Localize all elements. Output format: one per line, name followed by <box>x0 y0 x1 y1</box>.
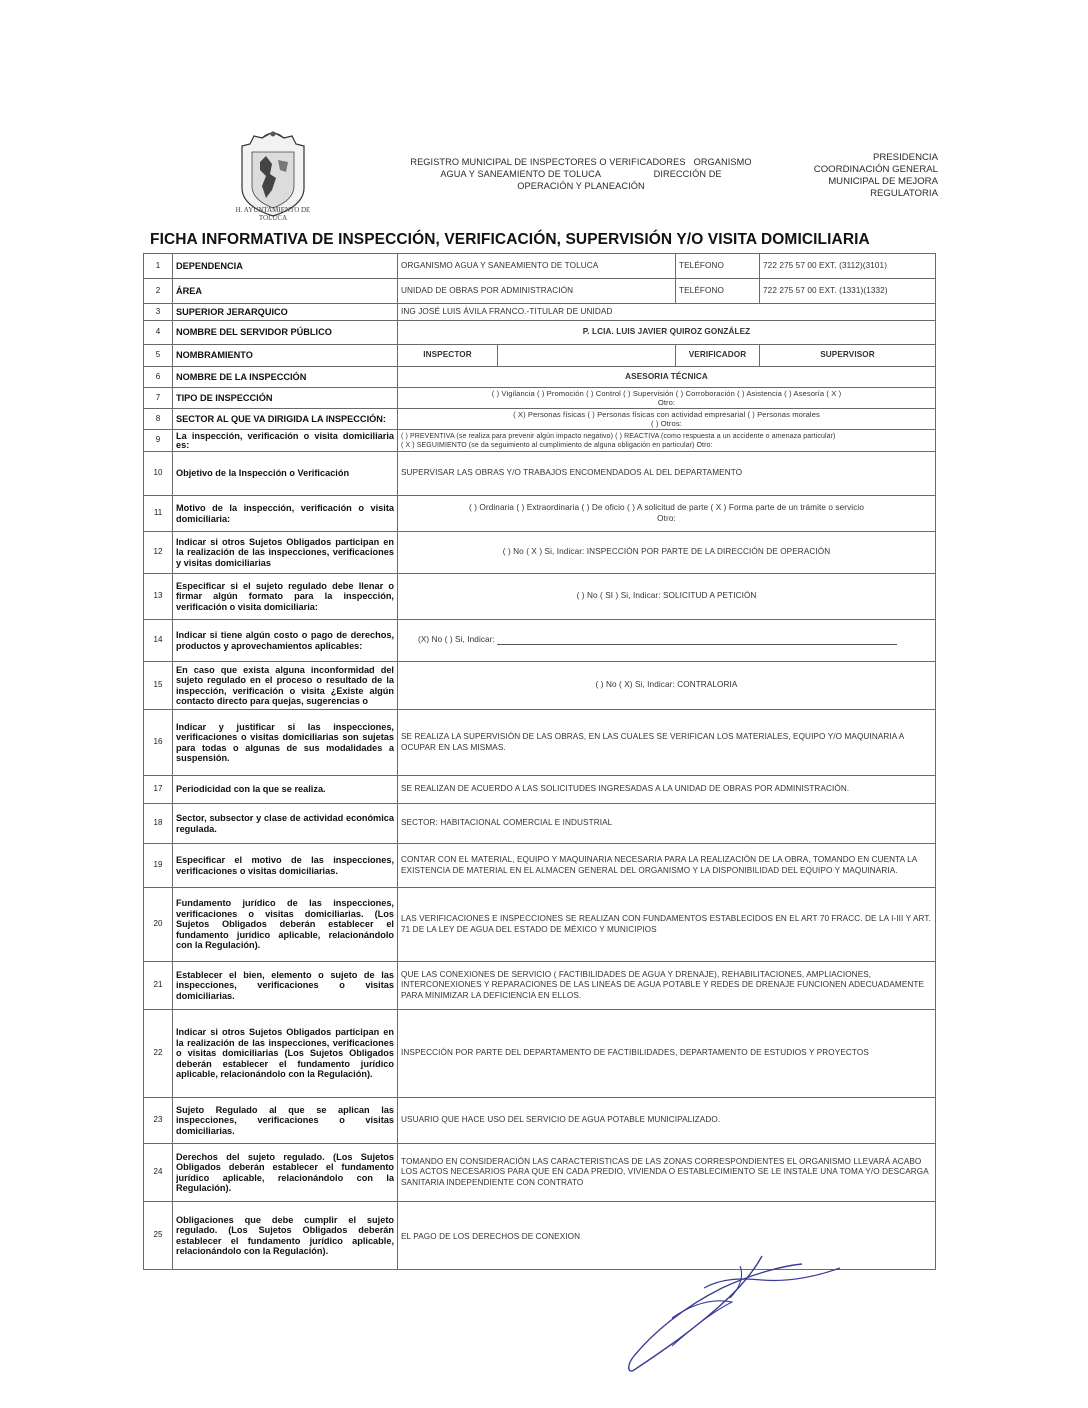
row-value: CONTAR CON EL MATERIAL, EQUIPO Y MAQUINARIA NECESARIA PARA LA REALIZACIÓN DE LA OBRA, TOMANDO EN CUENTA LA EXISTENCIA DE MATERIAL EN EL ALMACEN GENERAL DEL ORGANISMO Y LA DISPONIBILIDAD DEL EQUIPO Y MAQUINARIA. <box>398 844 936 888</box>
row-label: Obligaciones que debe cumplir el sujeto regulado. (Los Sujetos Obligados deberán establecer el fundamento jurídico aplicable, relacionándolo con la Regulación). <box>173 1202 398 1270</box>
table-row <box>144 1098 936 1144</box>
header-center-line: AGUA Y SANEAMIENTO DE TOLUCA DIRECCIÓN DE <box>440 169 722 179</box>
row-label: Especificar el motivo de las inspecciones, verificaciones o visitas domiciliarias. <box>173 844 398 888</box>
row-value: ING JOSÉ LUIS ÁVILA FRANCO.-TITULAR DE UNIDAD <box>398 304 936 321</box>
header-center-line: REGISTRO MUNICIPAL DE INSPECTORES O VERIFICADORES ORGANISMO <box>410 157 752 167</box>
verificador-option: VERIFICADOR <box>676 345 760 367</box>
table-row <box>144 804 936 844</box>
sector-other: ( ) Otros: <box>651 419 682 428</box>
inspection-type-options: ( ) Vigilancia ( ) Promoción ( ) Control ( ) Supervisión ( ) Corroboración ( ) Asistencia ( ) Asesoría ( X ) <box>491 389 842 398</box>
row-value: TOMANDO EN CONSIDERACIÓN LAS CARACTERISTICAS DE LAS ZONAS CORRESPONDIENTES EL ORGANISMO LLEVARÁ ACABO LOS ACTOS NECESARIOS PARA QUE EN CADA PREDIO, VIVIENDA O ESTABLECIMIENTO SE LE INSTALE UNA TOMA Y/O DESCARGA SANITARIA INDEPENDIENTE CON CONTRATO <box>398 1144 936 1202</box>
row-label: DEPENDENCIA <box>173 254 398 279</box>
row-label: NOMBRE DEL SERVIDOR PÚBLICO <box>173 321 398 345</box>
row-value: EL PAGO DE LOS DERECHOS DE CONEXION <box>398 1202 936 1270</box>
row-value: USUARIO QUE HACE USO DEL SERVICIO DE AGUA POTABLE MUNICIPALIZADO. <box>398 1098 936 1144</box>
row-number: 2 <box>144 279 173 304</box>
follow-up-option: ( X ) SEGUIMIENTO (se da seguimiento al cumplimiento de alguna obligación en particular) Otro: <box>401 441 713 449</box>
row-label: Especificar si el sujeto regulado debe llenar o firmar algún formato para la inspección, verificación o visita domiciliaria: <box>173 574 398 620</box>
table-row <box>144 532 936 574</box>
header-right-line: PRESIDENCIA <box>872 152 938 163</box>
table-row <box>144 844 936 888</box>
row-value <box>398 388 936 409</box>
row-value <box>398 620 936 662</box>
table-row <box>144 620 936 662</box>
header-right-line: COORDINACIÓN GENERAL <box>813 164 938 175</box>
handwritten-signature <box>612 1248 852 1378</box>
document-title: FICHA INFORMATIVA DE INSPECCIÓN, VERIFICACIÓN, SUPERVISIÓN Y/O VISITA DOMICILIARIA <box>150 231 870 248</box>
row-number: 10 <box>144 452 173 496</box>
row-value: QUE LAS CONEXIONES DE SERVICIO ( FACTIBILIDADES DE AGUA Y DRENAJE), REHABILITACIONES, AMPLIACIONES, INTERCONEXIONES Y REPARACIONES DE LAS LINEAS DE AGUA POTABLE Y REDES DE DRENAJE FUNCIONEN ADECUADAMENTE PARA MINIMIZAR LA DEFICIENCIA EN ELLOS. <box>398 962 936 1010</box>
row-label: SECTOR AL QUE VA DIRIGIDA LA INSPECCIÓN: <box>173 409 398 430</box>
row-number: 23 <box>144 1098 173 1144</box>
table-row <box>144 321 936 345</box>
motive-options: ( ) Ordinaria ( ) Extraordinaria ( ) De oficio ( ) A solicitud de parte ( X ) Forma parte de un trámite o servicio <box>469 503 864 513</box>
table-row <box>144 409 936 430</box>
phone-value: 722 275 57 00 EXT. (3112)(3101) <box>760 254 936 279</box>
header-right-line: MUNICIPAL DE MEJORA <box>828 176 938 187</box>
row-label: Indicar y justificar si las inspecciones, verificaciones o visitas domiciliarias son sujetas para todas o algunas de sus modalidades a suspensión. <box>173 710 398 776</box>
header-right-line: REGULATORIA <box>870 188 938 199</box>
row-number: 13 <box>144 574 173 620</box>
row-number: 8 <box>144 409 173 430</box>
row-value: ( ) No ( X ) Si, Indicar: INSPECCIÓN POR PARTE DE LA DIRECCIÓN DE OPERACIÓN <box>398 532 936 574</box>
inspector-option: INSPECTOR <box>398 345 498 367</box>
row-number: 1 <box>144 254 173 279</box>
row-number: 25 <box>144 1202 173 1270</box>
row-label: TIPO DE INSPECCIÓN <box>173 388 398 409</box>
table-row <box>144 430 936 452</box>
row-number: 20 <box>144 888 173 962</box>
row-label: Sector, subsector y clase de actividad económica regulada. <box>173 804 398 844</box>
row-label: Motivo de la inspección, verificación o visita domiciliaria: <box>173 496 398 532</box>
row-number: 24 <box>144 1144 173 1202</box>
row-label: SUPERIOR JERARQUICO <box>173 304 398 321</box>
table-row <box>144 962 936 1010</box>
cost-options: (X) No ( ) Si, Indicar: <box>418 635 495 645</box>
cost-blank-line <box>497 636 897 645</box>
row-number: 9 <box>144 430 173 452</box>
table-row <box>144 496 936 532</box>
table-row <box>144 574 936 620</box>
row-label: NOMBRAMIENTO <box>173 345 398 367</box>
header-presidency-text <box>790 152 938 200</box>
row-label: Fundamento jurídico de las inspecciones, verificaciones o visitas domiciliarias. (Los Sujetos Obligados deberán establecer el fundamento jurídico aplicable, relacionándolo con la Regulación). <box>173 888 398 962</box>
row-number: 5 <box>144 345 173 367</box>
row-label: Periodicidad con la que se realiza. <box>173 776 398 804</box>
header-registry-text <box>398 156 764 192</box>
row-number: 6 <box>144 367 173 388</box>
row-label: Establecer el bien, elemento o sujeto de las inspecciones, verificaciones o visitas domiciliarias. <box>173 962 398 1010</box>
row-label: Indicar si otros Sujetos Obligados participan en la realización de las inspecciones, verificaciones o visitas domiciliarias (Los Sujetos Obligados deberán establecer el fundamento jurídico aplicable, relacionándolo con la Regulación). <box>173 1010 398 1098</box>
row-value: SUPERVISAR LAS OBRAS Y/O TRABAJOS ENCOMENDADOS AL DEL DEPARTAMENTO <box>398 452 936 496</box>
row-label: Indicar si tiene algún costo o pago de derechos, productos y aprovechamientos aplicables: <box>173 620 398 662</box>
row-value <box>398 409 936 430</box>
row-label: Derechos del sujeto regulado. (Los Sujetos Obligados deberán establecer el fundamento jurídico aplicable, relacionándolo con la Regulación). <box>173 1144 398 1202</box>
table-row <box>144 304 936 321</box>
row-label: En caso que exista alguna inconformidad del sujeto regulado en el proceso o resultado de la inspección, verificación o visita ¿Existe algún contacto directo para quejas, sugerencias o <box>173 662 398 710</box>
row-value: SE REALIZA LA SUPERVISIÓN DE LAS OBRAS, EN LAS CUALES SE VERIFICAN LOS MATERIALES, EQUIPO Y/O MAQUINARIA A OCUPAR EN LAS MISMAS. <box>398 710 936 776</box>
logo-caption: H. AYUNTAMIENTO DE TOLUCA <box>235 206 311 222</box>
table-row <box>144 279 936 304</box>
row-label: Sujeto Regulado al que se aplican las inspecciones, verificaciones o visitas domiciliarias. <box>173 1098 398 1144</box>
header-center-line: OPERACIÓN Y PLANEACIÓN <box>517 181 645 191</box>
table-row <box>144 1144 936 1202</box>
row-value: INSPECCIÓN POR PARTE DEL DEPARTAMENTO DE FACTIBILIDADES, DEPARTAMENTO DE ESTUDIOS Y PROYECTOS <box>398 1010 936 1098</box>
row-value: ( ) No ( X) Si, Indicar: CONTRALORIA <box>398 662 936 710</box>
inspection-form-table <box>143 253 936 1270</box>
row-number: 3 <box>144 304 173 321</box>
row-number: 14 <box>144 620 173 662</box>
row-value: ASESORIA TÉCNICA <box>398 367 936 388</box>
row-number: 21 <box>144 962 173 1010</box>
table-row <box>144 776 936 804</box>
row-number: 15 <box>144 662 173 710</box>
table-row <box>144 345 936 367</box>
phone-value: 722 275 57 00 EXT. (1331)(1332) <box>760 279 936 304</box>
table-row <box>144 388 936 409</box>
sector-options: ( X) Personas físicas ( ) Personas físicas con actividad empresarial ( ) Personas morales <box>513 410 820 419</box>
table-row <box>144 254 936 279</box>
table-row <box>144 710 936 776</box>
table-row <box>144 367 936 388</box>
row-number: 4 <box>144 321 173 345</box>
row-value: LAS VERIFICACIONES E INSPECCIONES SE REALIZAN CON FUNDAMENTOS ESTABLECIDOS EN EL ART 70 FRACC. DE LA I-III Y ART. 71 DE LA LEY DE AGUA DEL ESTADO DE MÉXICO Y MUNICIPIOS <box>398 888 936 962</box>
row-value: ( ) No ( SI ) Si, Indicar: SOLICITUD A PETICIÓN <box>398 574 936 620</box>
row-number: 12 <box>144 532 173 574</box>
row-number: 11 <box>144 496 173 532</box>
row-number: 17 <box>144 776 173 804</box>
table-row <box>144 888 936 962</box>
row-label: NOMBRE DE LA INSPECCIÓN <box>173 367 398 388</box>
preventive-reactive-options: ( ) PREVENTIVA (se realiza para prevenir algún impacto negativo) ( ) REACTIVA (como respuesta a un accidente o amenaza particular) <box>401 432 836 440</box>
row-value: ORGANISMO AGUA Y SANEAMIENTO DE TOLUCA <box>398 254 676 279</box>
supervisor-option: SUPERVISOR <box>760 345 936 367</box>
motive-other: Otro: <box>657 513 676 523</box>
table-row <box>144 1010 936 1098</box>
row-label: La inspección, verificación o visita domiciliaria es: <box>173 430 398 452</box>
row-number: 22 <box>144 1010 173 1098</box>
row-value: SE REALIZAN DE ACUERDO A LAS SOLICITUDES INGRESADAS A LA UNIDAD DE OBRAS POR ADMINISTRACIÓN. <box>398 776 936 804</box>
row-value: UNIDAD DE OBRAS POR ADMINISTRACIÓN <box>398 279 676 304</box>
row-label: Objetivo de la Inspección o Verificación <box>173 452 398 496</box>
row-value: SECTOR: HABITACIONAL COMERCIAL E INDUSTRIAL <box>398 804 936 844</box>
table-row <box>144 452 936 496</box>
row-value <box>398 496 936 532</box>
table-row <box>144 662 936 710</box>
phone-label: TELÉFONO <box>676 279 760 304</box>
row-value: P. LCIA. LUIS JAVIER QUIROZ GONZÁLEZ <box>398 321 936 345</box>
row-label: ÁREA <box>173 279 398 304</box>
inspection-type-other: Otro: <box>657 398 676 407</box>
inspector-blank <box>498 345 676 367</box>
row-label: Indicar si otros Sujetos Obligados participan en la realización de las inspecciones, verificaciones y visitas domiciliarias <box>173 532 398 574</box>
row-value <box>398 430 936 452</box>
row-number: 19 <box>144 844 173 888</box>
phone-label: TELÉFONO <box>676 254 760 279</box>
row-number: 18 <box>144 804 173 844</box>
row-number: 7 <box>144 388 173 409</box>
row-number: 16 <box>144 710 173 776</box>
